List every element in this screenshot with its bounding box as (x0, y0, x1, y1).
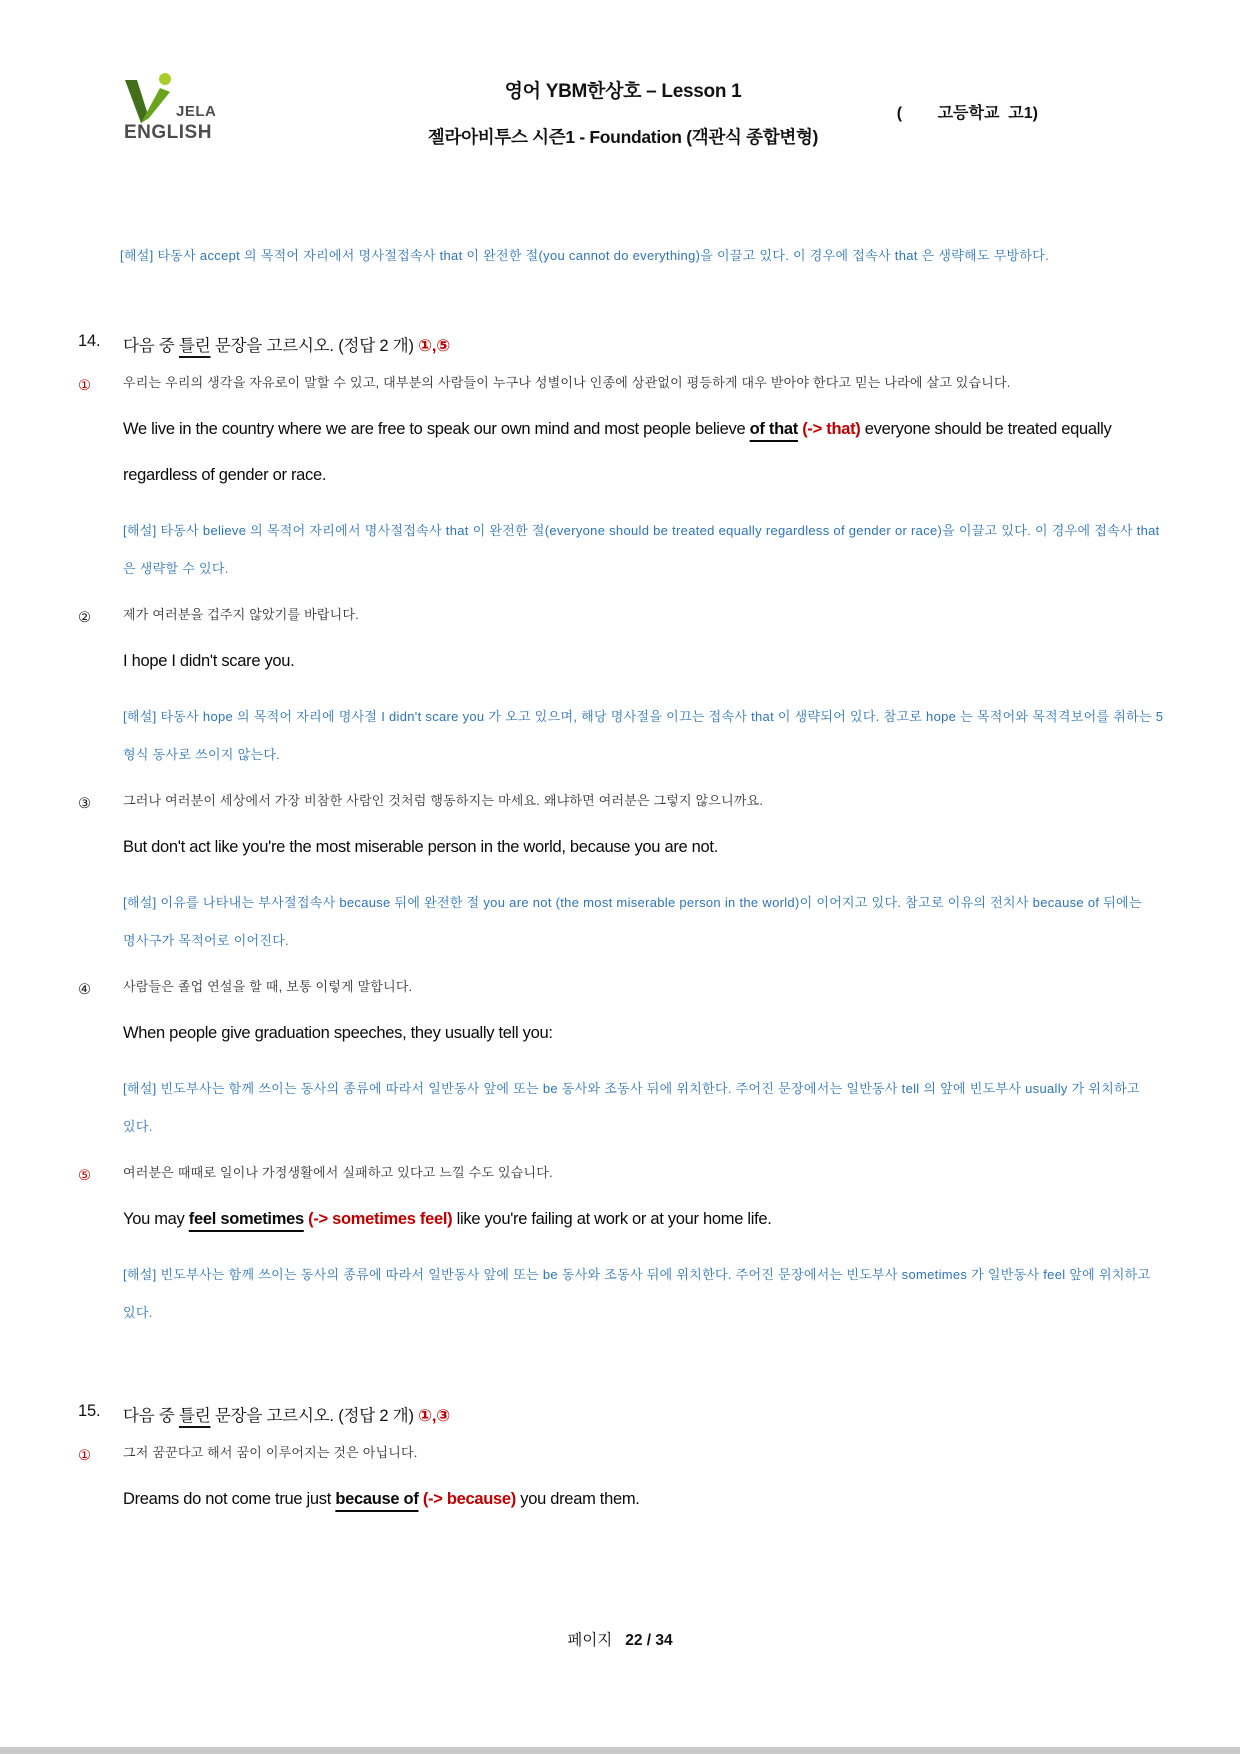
text-segment: 다음 중 (123, 337, 179, 355)
class-label: ( 고등학교 고1) (896, 105, 1038, 122)
logo-brand-text: JELA (176, 103, 217, 120)
text-segment: everyone should be treated equally regardless of gender or race. (123, 420, 1112, 484)
choice-marker: ① (78, 1448, 91, 1464)
question-prompt (123, 1402, 1168, 1426)
explanation-note: [해설] 빈도부사는 함께 쓰이는 동사의 종류에 따라서 일반동사 앞에 또는 be 동사와 조동사 뒤에 위치한다. 주어진 문장에서는 일반동사 tell 의 앞에 빈도부사 usually 가 위치하고 있다. (123, 1081, 1140, 1134)
q14-choice-5 (78, 1152, 1168, 1332)
page-header (78, 72, 1168, 172)
page-footer (0, 1628, 1240, 1650)
text-segment: feel sometimes (188, 1210, 304, 1228)
korean-translation: 사람들은 졸업 연설을 할 때, 보통 이렇게 말합니다. (123, 979, 413, 994)
choice-marker: ① (78, 378, 91, 394)
logo-brand-subtext: ENGLISH (124, 122, 212, 143)
text-segment: of that (749, 420, 798, 438)
text-segment: 틀린 (179, 337, 211, 355)
explanation-note: [해설] 타동사 believe 의 목적어 자리에서 명사절접속사 that 이 완전한 절(everyone should be treated equally regardless of gender or race)을 이끌고 있다. 이 경우에 접속사 that 은 생략할 수 있다. (123, 523, 1160, 576)
document-title: 영어 YBM한상호 – Lesson 1 (504, 81, 742, 102)
question-number: 14. (78, 332, 101, 350)
korean-translation: 그저 꿈꾼다고 해서 꿈이 이루어지는 것은 아닙니다. (123, 1445, 418, 1460)
text-segment: you dream them. (515, 1490, 640, 1508)
text-segment: 문장을 고르시오. (정답 2 개) (210, 1407, 419, 1425)
question-number: 15. (78, 1402, 101, 1420)
question-prompt (123, 332, 1168, 356)
text-segment: 다음 중 (123, 1407, 179, 1425)
english-sentence (123, 1476, 1168, 1522)
choice-marker: ⑤ (78, 1168, 91, 1184)
korean-translation: 제가 여러분을 겁주지 않았기를 바랍니다. (123, 607, 359, 622)
english-sentence (123, 1010, 1168, 1056)
text-segment: You may (123, 1210, 189, 1228)
q14-choice-3 (78, 780, 1168, 960)
page-bottom-edge (0, 1747, 1240, 1754)
text-segment: 틀린 (179, 1407, 211, 1425)
q15-choice-1 (78, 1432, 1168, 1522)
choice-marker: ② (78, 610, 91, 626)
text-segment: (-> because) (422, 1490, 516, 1508)
english-sentence (123, 406, 1168, 498)
page-number: 22 / 34 (625, 1632, 673, 1649)
explanation-note: [해설] 이유를 나타내는 부사절접속사 because 뒤에 완전한 절 you are not (the most miserable person in the world)이 이어지고 있다. 참고로 이유의 전치사 because of 뒤에는 명사구가 목적어로 이어진다. (123, 895, 1142, 948)
english-sentence (123, 638, 1168, 684)
korean-translation: 그러나 여러분이 세상에서 가장 비참한 사람인 것처럼 행동하지는 마세요. 왜냐하면 여러분은 그렇지 않으니까요. (123, 793, 764, 808)
q14-choice-2 (78, 594, 1168, 774)
text-segment: Dreams do not come true just (123, 1490, 336, 1508)
explanation-note: [해설] 타동사 accept 의 목적어 자리에서 명사절접속사 that 이 완전한 절(you cannot do everything)을 이끌고 있다. 이 경우에 접속사 that 은 생략해도 무방하다. (120, 248, 1050, 263)
text-segment: ①,⑤ (418, 337, 451, 355)
choice-marker: ④ (78, 982, 91, 998)
question-14-heading (78, 332, 1168, 356)
korean-translation: 우리는 우리의 생각을 자유로이 말할 수 있고, 대부분의 사람들이 누구나 성별이나 인종에 상관없이 평등하게 대우 받아야 한다고 믿는 나라에 살고 있습니다. (123, 375, 1011, 390)
page-footer-label: 페이지 (567, 1632, 613, 1649)
text-segment: (-> that) (802, 420, 861, 438)
text-segment: We live in the country where we are free to speak our own mind and most people believe (123, 420, 750, 438)
text-segment: (-> sometimes feel) (308, 1210, 453, 1228)
text-segment: When people give graduation speeches, they usually tell you: (123, 1024, 553, 1042)
explanation-note: [해설] 빈도부사는 함께 쓰이는 동사의 종류에 따라서 일반동사 앞에 또는 be 동사와 조동사 뒤에 위치한다. 주어진 문장에서는 빈도부사 sometimes 가 일반동사 feel 앞에 위치하고 있다. (123, 1267, 1151, 1320)
q14-choice-1 (78, 362, 1168, 588)
text-segment: 문장을 고르시오. (정답 2 개) (210, 337, 419, 355)
text-segment: I hope I didn't scare you. (123, 652, 295, 670)
text-segment: But don't act like you're the most miserable person in the world, because you are not. (123, 838, 719, 856)
text-segment: ①,③ (418, 1407, 451, 1425)
english-sentence (123, 824, 1168, 870)
text-segment: because of (335, 1490, 419, 1508)
q14-choice-4 (78, 966, 1168, 1146)
english-sentence (123, 1196, 1168, 1242)
explanation-note: [해설] 타동사 hope 의 목적어 자리에 명사절 I didn't scare you 가 오고 있으며, 해당 명사절을 이끄는 접속사 that 이 생략되어 있다. 참고로 hope 는 목적어와 목적격보어를 취하는 5 형식 동사로 쓰이지 않는다. (123, 709, 1164, 762)
document-subtitle: 젤라아비투스 시즌1 - Foundation (객관식 종합변형) (427, 127, 819, 147)
text-segment: like you're failing at work or at your home life. (452, 1210, 772, 1228)
question-15-heading (78, 1402, 1168, 1426)
korean-translation: 여러분은 때때로 일이나 가정생활에서 실패하고 있다고 느낄 수도 있습니다. (123, 1165, 553, 1180)
choice-marker: ③ (78, 796, 91, 812)
